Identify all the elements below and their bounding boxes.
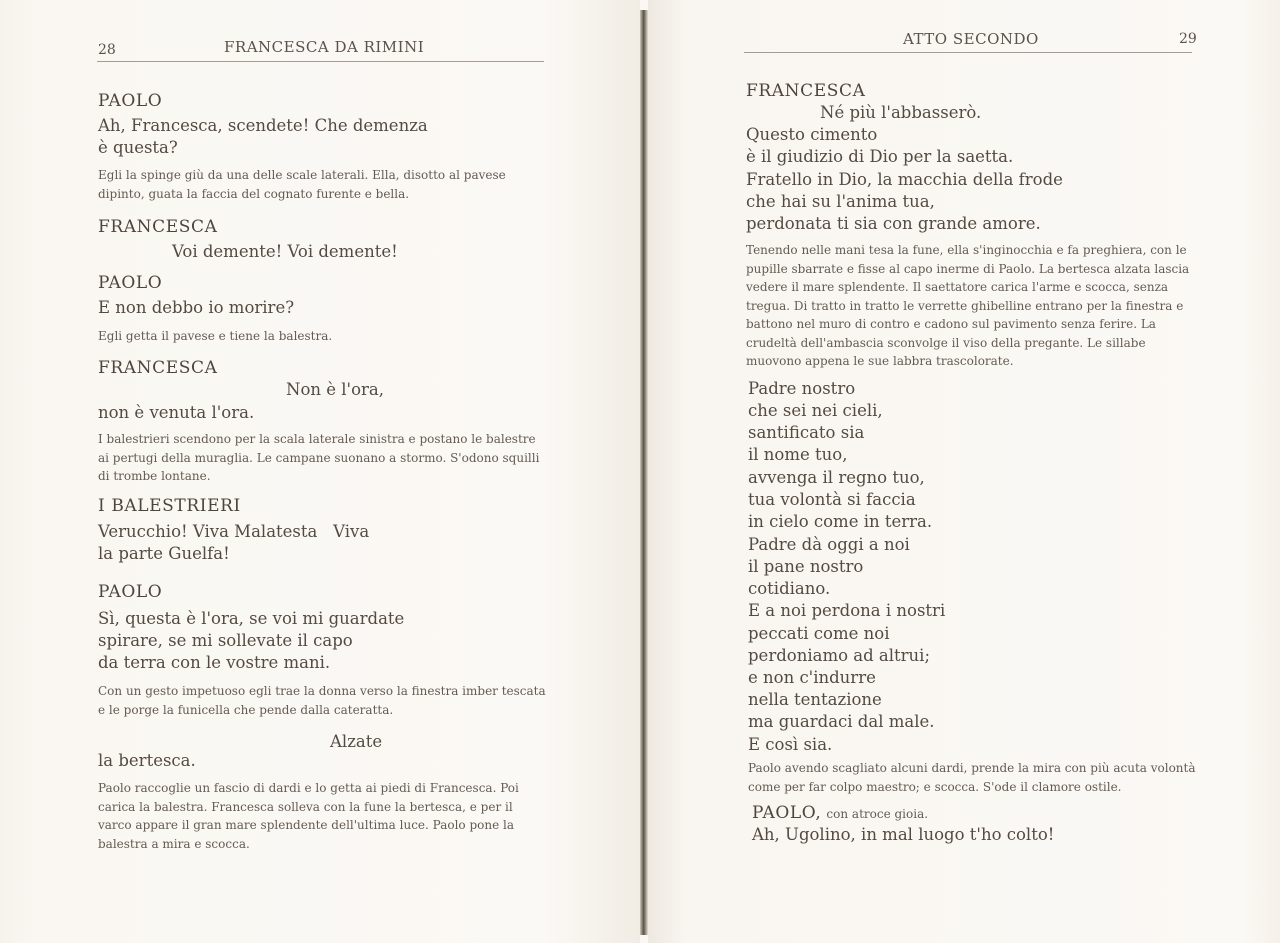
verse-line: è questa? (98, 138, 178, 157)
verse-line: cotidiano. (748, 579, 831, 598)
verse-line: spirare, se mi sollevate il capo (98, 631, 353, 650)
verse-line: in cielo come in terra. (748, 512, 933, 531)
speaker-name: PAOLO (98, 91, 163, 111)
verse-line: Padre dà oggi a noi (748, 535, 910, 554)
stage-direction: Tenendo nelle mani tesa la fune, ella s'inginocchia e fa preghiera, con le pupille sbarrate e fisse al capo inerme di Paolo. La bertesca alzata lascia vedere il mare splendente. Il saettatore carica l'arme e scocca, senza tregua. Di tratto in tratto le verrette ghibelline entrano per la finestra e battono nel muro di contro e cadono sul pavimento senza ferire. La crudeltà dell'ambascia sconvolge il viso della pregante. Le sillabe muovono appena le sue labbra trascolorate. (746, 243, 1190, 368)
verse-line: Questo cimento (746, 125, 878, 144)
verse-line: Sì, questa è l'ora, se voi mi guardate (98, 609, 405, 628)
verse-line: nella tentazione (748, 690, 882, 709)
book-gutter (640, 10, 648, 935)
verse-line: è il giudizio di Dio per la saetta. (746, 147, 1014, 166)
verse-line: E a noi perdona i nostri (748, 601, 946, 620)
verse-line: Né più l'abbasserò. (820, 103, 982, 122)
verse-line: ma guardaci dal male. (748, 712, 935, 731)
header-rule (744, 52, 1192, 53)
stage-direction: Paolo avendo scagliato alcuni dardi, prende la mira con più acuta volontà come per far colpo maestro; e scocca. S'ode il clamore ostile. (748, 761, 1196, 794)
verse-line: E non debbo io morire? (98, 298, 295, 317)
stage-direction: Con un gesto impetuoso egli trae la donna verso la finestra imber tescata e le porge la funicella che pende dalla cateratta. (98, 684, 546, 717)
stage-direction: Egli getta il pavese e tiene la balestra. (98, 329, 333, 343)
verse-line: non è venuta l'ora. (98, 403, 255, 422)
stage-direction: Egli la spinge giù da una delle scale laterali. Ella, disotto al pavese dipinto, guata la faccia del cognato furente e bella. (98, 168, 506, 201)
verse-line: Verucchio! Viva Malatesta Viva (98, 522, 370, 541)
running-head: FRANCESCA DA RIMINI (224, 38, 425, 56)
verse-line: la parte Guelfa! (98, 544, 230, 563)
verse-line: santificato sia (748, 423, 865, 442)
verse-line: E così sia. (748, 735, 833, 754)
right-page (648, 0, 1280, 943)
verse-line: Voi demente! Voi demente! (172, 242, 398, 261)
speaker-name: PAOLO (98, 582, 163, 602)
verse-line: avvenga il regno tuo, (748, 468, 925, 487)
verse-line: tua volontà si faccia (748, 490, 916, 509)
verse-line: il pane nostro (748, 557, 864, 576)
verse-line: e non c'indurre (748, 668, 876, 687)
verse-line: che hai su l'anima tua, (746, 192, 935, 211)
verse-line: da terra con le vostre mani. (98, 653, 331, 672)
page-number: 28 (98, 42, 116, 58)
speaker-name: FRANCESCA (746, 81, 866, 101)
stage-direction: I balestrieri scendono per la scala laterale sinistra e postano le balestre ai pertugi della muraglia. Le campane suonano a stormo. S'odono squilli di trombe lontane. (98, 432, 540, 483)
speaker-name: PAOLO (98, 273, 163, 293)
verse-line: Non è l'ora, (286, 380, 384, 399)
header-rule (97, 61, 544, 62)
speaker-name: PAOLO, (752, 803, 822, 823)
verse-line: Fratello in Dio, la macchia della frode (746, 170, 1063, 189)
speaker-name: FRANCESCA (98, 358, 218, 378)
verse-line: Alzate (330, 732, 383, 751)
verse-line: Padre nostro (748, 379, 856, 398)
speaker-name: I BALESTRIERI (98, 496, 241, 516)
verse-line: Ah, Francesca, scendete! Che demenza (98, 116, 428, 135)
verse-line: peccati come noi (748, 624, 890, 643)
verse-line: il nome tuo, (748, 445, 848, 464)
speaker-name: FRANCESCA (98, 217, 218, 237)
verse-line: perdoniamo ad altrui; (748, 646, 931, 665)
verse-line: Ah, Ugolino, in mal luogo t'ho colto! (752, 825, 1055, 844)
inline-stage-direction: con atroce gioia. (826, 807, 929, 821)
verse-line: che sei nei cieli, (748, 401, 883, 420)
page-number: 29 (1179, 31, 1197, 47)
verse-line: perdonata ti sia con grande amore. (746, 214, 1041, 233)
stage-direction: Paolo raccoglie un fascio di dardi e lo getta ai piedi di Francesca. Poi carica la balestra. Francesca solleva con la fune la bertesca, e per il varco appare il gran mare splendente dell'ultima luce. Paolo pone la balestra a mira e scocca. (98, 781, 519, 851)
speaker-line (752, 802, 928, 824)
verse-line: la bertesca. (98, 751, 196, 770)
running-head: ATTO SECONDO (903, 30, 1039, 48)
